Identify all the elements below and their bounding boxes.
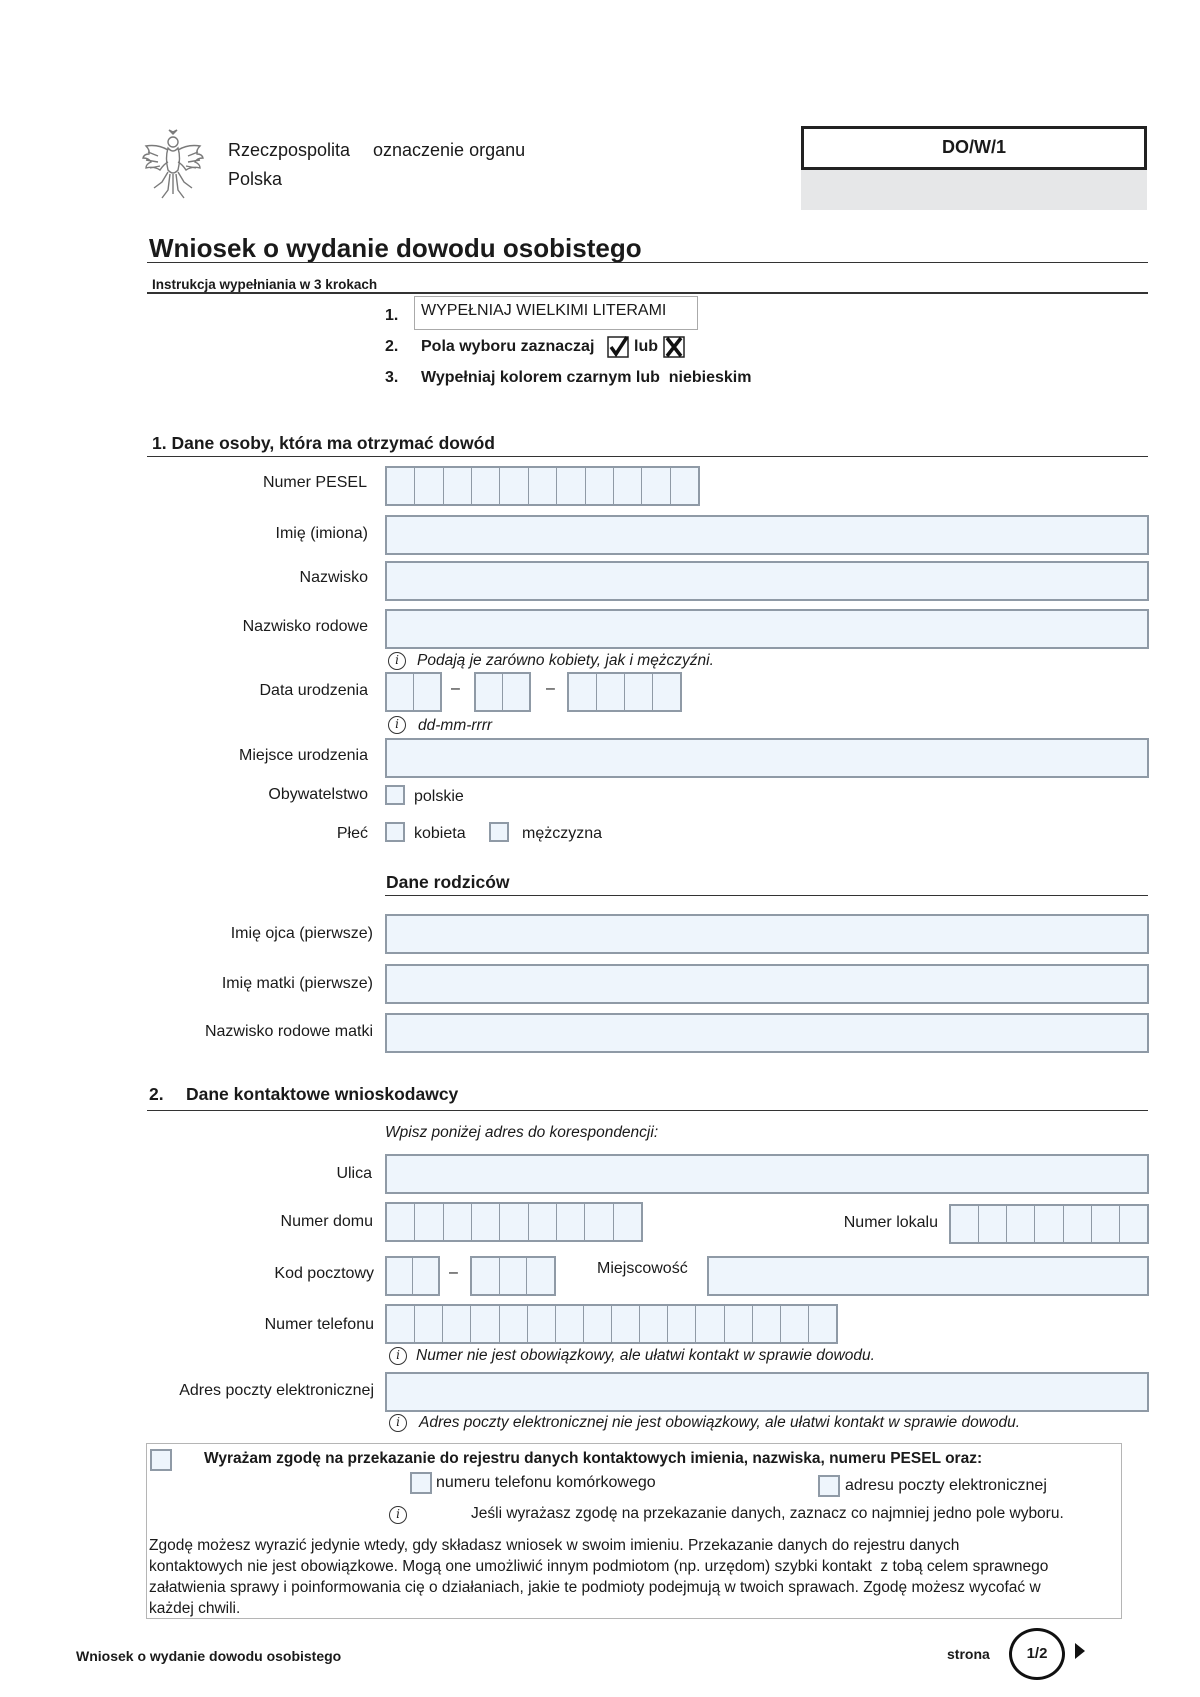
birth-surname-input[interactable] — [385, 609, 1149, 649]
phone-input[interactable] — [385, 1304, 838, 1344]
sex-male-label: mężczyzna — [522, 825, 603, 842]
info-icon: i — [389, 1347, 407, 1365]
consent-paragraph: Zgodę możesz wyrazić jedynie wtedy, gdy składasz wniosek w swoim imieniu. Przekazanie danych do rejestru danych kontaktowych nie jest obowiązkowe. Mogą one umożliwić innym podmiotom (np. urzędom) szybki kontakt z tobą celem sprawnego załatwienia sprawy i poinformowania cię o działaniach, jakie te podmioty podejmują w twoich sprawach. Zgodę możesz wycofać w każdej chwili. — [149, 1537, 1053, 1617]
apartment-number-label: Numer lokalu — [843, 1214, 938, 1231]
mother-name-input[interactable] — [385, 964, 1149, 1004]
step-1-text: WYPEŁNIAJ WIELKIMI LITERAMI — [421, 302, 667, 319]
section-2-heading: Dane kontaktowe wnioskodawcy — [186, 1084, 459, 1104]
section-1-rule — [147, 456, 1148, 457]
step-1-number: 1. — [385, 307, 399, 324]
instructions-heading: Instrukcja wypełniania w 3 krokach — [152, 277, 378, 292]
footer-doc-title: Wniosek o wydanie dowodu osobistego — [76, 1648, 342, 1664]
country-name-line2: Polska — [228, 169, 283, 189]
next-page-icon[interactable] — [1074, 1642, 1086, 1660]
step-3-number: 3. — [385, 369, 399, 386]
section-1-heading: 1. Dane osoby, która ma otrzymać dowód — [152, 433, 495, 453]
form-code: DO/W/1 — [941, 137, 1006, 157]
sex-female-label: kobieta — [414, 825, 466, 842]
cross-example-icon — [663, 336, 685, 358]
surname-label: Nazwisko — [299, 569, 368, 586]
birth-place-label: Miejsce urodzenia — [239, 747, 368, 764]
birth-year-input[interactable] — [567, 672, 682, 712]
phone-note: Numer nie jest obowiązkowy, ale ułatwi kontakt w sprawie dowodu. — [416, 1347, 875, 1364]
email-label: Adres poczty elektronicznej — [179, 1382, 374, 1399]
consent-main-text: Wyrażam zgodę na przekazanie do rejestru danych kontaktowych imienia, nazwiska, numeru PESEL oraz: — [204, 1450, 983, 1467]
section-2-rule — [147, 1110, 1148, 1111]
info-icon: i — [388, 716, 406, 734]
info-icon: i — [389, 1506, 407, 1524]
birth-date-format-note: dd-mm-rrrr — [418, 717, 493, 734]
instructions-rule — [147, 292, 1148, 294]
father-name-input[interactable] — [385, 914, 1149, 954]
pesel-input[interactable] — [385, 466, 700, 506]
date-separator: – — [451, 680, 460, 697]
city-label: Miejscowość — [597, 1260, 688, 1277]
citizenship-polish-checkbox[interactable] — [385, 785, 405, 805]
father-name-label: Imię ojca (pierwsze) — [230, 925, 373, 942]
citizenship-label: Obywatelstwo — [268, 786, 368, 803]
section-2-number: 2. — [149, 1084, 164, 1104]
page-title: Wniosek o wydanie dowodu osobistego — [149, 233, 642, 263]
info-icon: i — [389, 1414, 407, 1432]
page-number-badge — [1009, 1628, 1065, 1680]
mother-name-label: Imię matki (pierwsze) — [221, 975, 373, 992]
title-rule — [147, 262, 1148, 263]
email-input[interactable] — [385, 1372, 1149, 1412]
sex-label: Płeć — [336, 825, 368, 842]
consent-email-checkbox[interactable] — [818, 1475, 840, 1497]
coat-of-arms-icon — [140, 128, 206, 202]
birth-surname-label: Nazwisko rodowe — [242, 618, 368, 635]
first-name-label: Imię (imiona) — [275, 525, 368, 542]
footer-page-label: strona — [947, 1646, 990, 1662]
pesel-label: Numer PESEL — [262, 474, 367, 491]
authority-stamp-area[interactable] — [801, 170, 1147, 210]
house-number-input[interactable] — [385, 1202, 643, 1242]
sex-female-checkbox[interactable] — [385, 822, 405, 842]
surname-input[interactable] — [385, 561, 1149, 601]
citizenship-polish-label: polskie — [414, 788, 464, 805]
city-input[interactable] — [707, 1256, 1149, 1296]
apartment-number-input[interactable] — [949, 1204, 1149, 1244]
step-2-or: lub — [634, 338, 658, 355]
mother-maiden-name-input[interactable] — [385, 1013, 1149, 1053]
step-2-number: 2. — [385, 338, 399, 355]
sex-male-checkbox[interactable] — [489, 822, 509, 842]
birth-day-input[interactable] — [385, 672, 442, 712]
street-label: Ulica — [336, 1165, 372, 1182]
phone-label: Numer telefonu — [264, 1316, 374, 1333]
step-2-text: Pola wyboru zaznaczaj — [421, 338, 595, 355]
consent-phone-checkbox[interactable] — [410, 1472, 432, 1494]
birth-date-label: Data urodzenia — [259, 682, 368, 699]
consent-phone-label: numeru telefonu komórkowego — [436, 1474, 656, 1491]
consent-email-label: adresu poczty elektronicznej — [845, 1477, 1047, 1494]
info-icon: i — [388, 652, 406, 670]
authority-label: oznaczenie organu — [373, 140, 526, 160]
step-3-text: Wypełniaj kolorem czarnym lub niebieskim — [421, 369, 752, 386]
country-name-line1: Rzeczpospolita — [228, 140, 351, 160]
birth-place-input[interactable] — [385, 738, 1149, 778]
first-name-input[interactable] — [385, 515, 1149, 555]
date-separator: – — [546, 680, 555, 697]
parents-rule — [385, 895, 1148, 896]
postcode-prefix-input[interactable] — [385, 1256, 440, 1296]
house-number-label: Numer domu — [280, 1213, 373, 1230]
form-code-box — [801, 126, 1147, 170]
step-1-box — [414, 296, 698, 330]
checkmark-example-icon — [607, 336, 629, 358]
page-number: 1/2 — [1026, 1645, 1048, 1662]
consent-info-text: Jeśli wyrażasz zgodę na przekazanie danych, zaznacz co najmniej jedno pole wyboru. — [471, 1505, 1064, 1522]
parents-heading: Dane rodziców — [386, 872, 510, 892]
birth-month-input[interactable] — [474, 672, 531, 712]
birth-surname-note: Podają je zarówno kobiety, jak i mężczyźni. — [417, 652, 714, 669]
email-note: Adres poczty elektronicznej nie jest obowiązkowy, ale ułatwi kontakt w sprawie dowodu. — [419, 1414, 1021, 1431]
consent-main-checkbox[interactable] — [150, 1449, 172, 1471]
correspondence-note: Wpisz poniżej adres do korespondencji: — [385, 1124, 659, 1141]
postcode-separator: – — [449, 1264, 458, 1281]
street-input[interactable] — [385, 1154, 1149, 1194]
postcode-suffix-input[interactable] — [470, 1256, 556, 1296]
postcode-label: Kod pocztowy — [274, 1265, 374, 1282]
mother-maiden-name-label: Nazwisko rodowe matki — [204, 1023, 373, 1040]
